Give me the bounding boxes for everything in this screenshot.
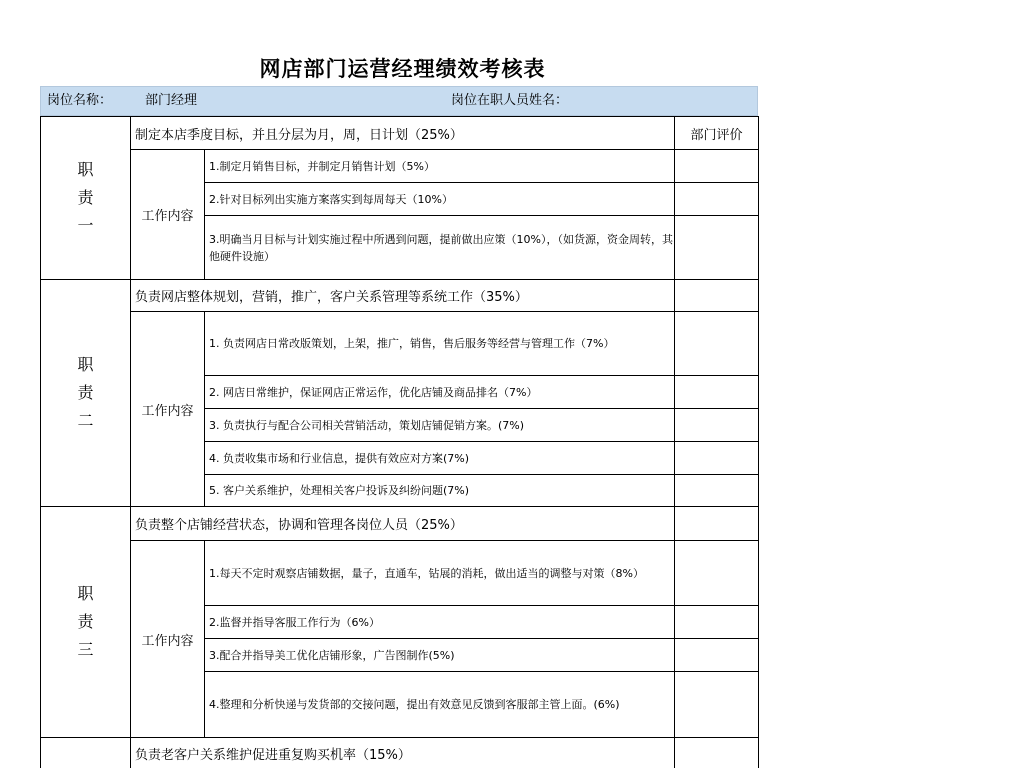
task-item: 4. 负责收集市场和行业信息，提供有效应对方案(7%)	[205, 442, 675, 475]
work-content-label-1: 工作内容	[131, 150, 205, 280]
incumbent-label: 岗位在职人员姓名：	[451, 93, 569, 108]
eval-header: 部门评价	[675, 117, 759, 150]
task-item: 2. 网店日常维护，保证网店正常运作，优化店铺及商品排名（7%）	[205, 376, 675, 409]
duty-label-char: 责	[77, 612, 94, 631]
duty-label-2	[41, 280, 131, 507]
eval-cell[interactable]	[675, 216, 759, 280]
eval-cell[interactable]	[675, 409, 759, 442]
task-item: 3.明确当月目标与计划实施过程中所遇到问题，提前做出应策（10%），（如货源，资金周转，其他硬件设施）	[205, 216, 675, 280]
task-item: 3.配合并指导美工优化店铺形象，广告图制作(5%)	[205, 639, 675, 672]
task-item: 4.整理和分析快递与发货部的交接问题，提出有效意见反馈到客服部主管上面。(6%)	[205, 672, 675, 738]
duty-label-char: 一	[77, 216, 94, 235]
duty-label-4	[41, 738, 131, 768]
duty-summary-3: 负责整个店铺经营状态，协调和管理各岗位人员（25%）	[131, 507, 675, 541]
eval-cell[interactable]	[675, 183, 759, 216]
duty-label-char: 职	[77, 584, 94, 603]
eval-cell[interactable]	[675, 475, 759, 507]
duty-label-3	[41, 507, 131, 738]
eval-cell[interactable]	[675, 738, 759, 768]
duty-label-char: 责	[77, 383, 94, 402]
eval-cell[interactable]	[675, 507, 759, 541]
eval-cell[interactable]	[675, 606, 759, 639]
position-info-bar	[40, 86, 758, 116]
task-item: 1. 负责网店日常改版策划，上架，推广，销售，售后服务等经营与管理工作（7%）	[205, 312, 675, 376]
duty-label-char: 职	[77, 160, 94, 179]
position-label: 岗位名称：	[47, 93, 113, 108]
task-item: 2.监督并指导客服工作行为（6%）	[205, 606, 675, 639]
eval-cell[interactable]	[675, 376, 759, 409]
duty-label-char: 职	[77, 355, 94, 374]
eval-cell[interactable]	[675, 312, 759, 376]
eval-cell[interactable]	[675, 541, 759, 606]
task-item: 1.制定月销售目标，并制定月销售计划（5%）	[205, 150, 675, 183]
duty-summary-2: 负责网店整体规划，营销，推广，客户关系管理等系统工作（35%）	[131, 280, 675, 312]
task-item: 3. 负责执行与配合公司相关营销活动，策划店铺促销方案。(7%)	[205, 409, 675, 442]
duty-label-1	[41, 117, 131, 280]
duty-label-char: 三	[77, 640, 94, 659]
task-item: 1.每天不定时观察店铺数据，量子，直通车，钻展的消耗，做出适当的调整与对策（8%）	[205, 541, 675, 606]
eval-cell[interactable]	[675, 150, 759, 183]
eval-cell[interactable]	[675, 672, 759, 738]
work-content-label-3: 工作内容	[131, 541, 205, 738]
task-item: 2.针对目标列出实施方案落实到每周每天（10%）	[205, 183, 675, 216]
task-item: 5. 客户关系维护，处理相关客户投诉及纠纷问题(7%)	[205, 475, 675, 507]
position-value: 部门经理	[145, 93, 198, 108]
eval-cell[interactable]	[675, 639, 759, 672]
page-title: 网店部门运营经理绩效考核表	[259, 56, 546, 81]
duty-label-char: 责	[77, 188, 94, 207]
work-content-label-2: 工作内容	[131, 312, 205, 507]
duty-summary-1: 制定本店季度目标，并且分层为月，周，日计划（25%）	[131, 117, 675, 150]
eval-cell[interactable]	[675, 280, 759, 312]
eval-cell[interactable]	[675, 442, 759, 475]
duty-summary-4: 负责老客户关系维护促进重复购买机率（15%）	[131, 738, 675, 768]
duty-label-char: 二	[77, 411, 94, 430]
